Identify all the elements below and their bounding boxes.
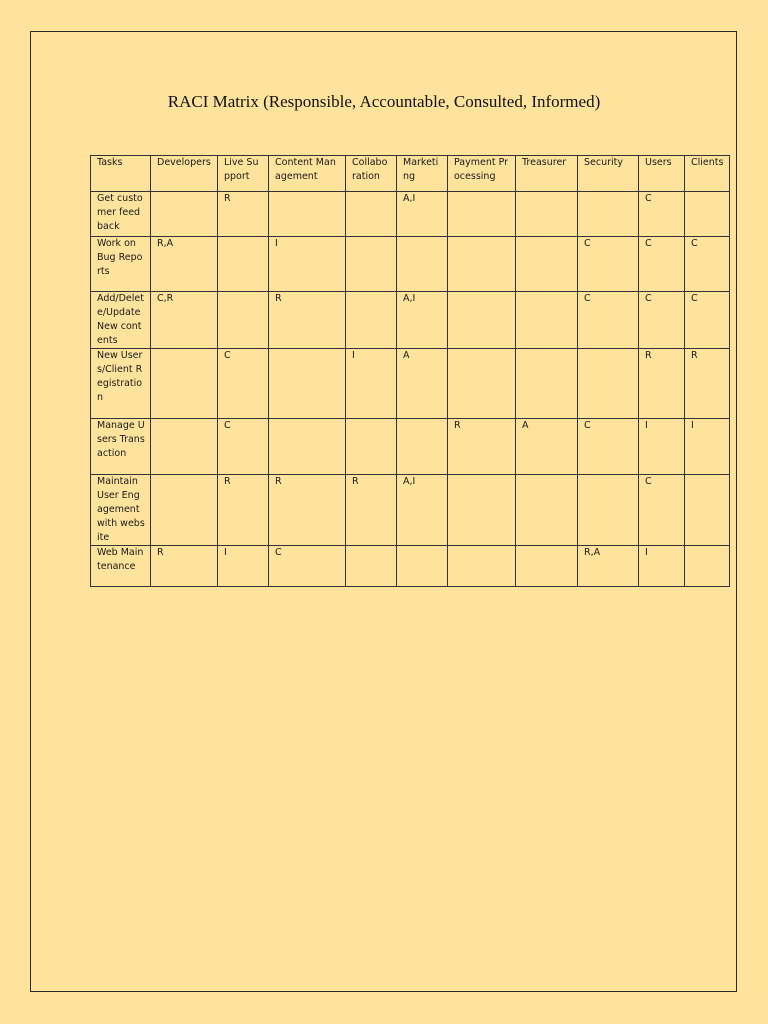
raci-cell: C [639,475,685,546]
raci-cell: C [578,419,639,475]
raci-cell: C [685,237,730,292]
raci-cell [685,475,730,546]
table-row [91,237,730,292]
raci-cell: I [639,419,685,475]
raci-cell [346,192,397,237]
raci-cell: C [218,349,269,419]
header-cell: Content Management [269,156,346,192]
raci-cell: A [516,419,578,475]
table-row [91,419,730,475]
table-row [91,546,730,587]
raci-cell [151,349,218,419]
task-cell: Maintain User Engagement with website [91,475,151,546]
raci-cell: I [639,546,685,587]
raci-cell: R [218,192,269,237]
raci-cell [151,475,218,546]
raci-cell: C,R [151,292,218,349]
raci-cell: R [218,475,269,546]
raci-cell [269,419,346,475]
raci-cell: R [639,349,685,419]
raci-cell [346,237,397,292]
raci-table [90,155,730,587]
raci-cell: R [346,475,397,546]
table-row [91,349,730,419]
raci-cell [578,475,639,546]
raci-cell: A [397,349,448,419]
raci-cell: I [218,546,269,587]
header-cell: Users [639,156,685,192]
raci-cell: C [685,292,730,349]
header-cell: Clients [685,156,730,192]
raci-cell [685,546,730,587]
raci-cell [346,292,397,349]
raci-cell: C [639,292,685,349]
raci-cell: I [269,237,346,292]
task-cell: Web Maintenance [91,546,151,587]
raci-cell: A,I [397,292,448,349]
table-row [91,292,730,349]
header-cell: Live Support [218,156,269,192]
header-cell: Marketi ng [397,156,448,192]
raci-cell [397,546,448,587]
task-cell: Work on Bug Reports [91,237,151,292]
raci-cell: R,A [578,546,639,587]
raci-cell [151,419,218,475]
raci-cell: A,I [397,192,448,237]
raci-cell [685,192,730,237]
raci-cell [397,419,448,475]
raci-cell [516,475,578,546]
raci-cell [448,349,516,419]
raci-cell [578,192,639,237]
table-row [91,192,730,237]
raci-cell [516,292,578,349]
raci-cell [448,475,516,546]
document-title: RACI Matrix (Responsible, Accountable, Consulted, Informed) [167,92,601,111]
raci-cell [578,349,639,419]
task-cell: Get customer feedback [91,192,151,237]
raci-cell: C [218,419,269,475]
raci-cell: C [578,292,639,349]
raci-cell: C [578,237,639,292]
header-cell: Tasks [91,156,151,192]
header-cell: Payment Processing [448,156,516,192]
raci-cell: A,I [397,475,448,546]
raci-cell [269,349,346,419]
raci-cell [516,349,578,419]
raci-cell [448,546,516,587]
raci-cell [151,192,218,237]
raci-cell [346,546,397,587]
table-row [91,475,730,546]
raci-cell [218,237,269,292]
raci-cell [346,419,397,475]
raci-cell: R [151,546,218,587]
raci-cell: R [448,419,516,475]
raci-cell: R [269,475,346,546]
task-cell: Add/Delete/Update New contents [91,292,151,349]
header-cell: Collabo ration [346,156,397,192]
raci-cell: C [639,237,685,292]
task-cell: New Users/Client Registration [91,349,151,419]
raci-cell: R,A [151,237,218,292]
raci-cell [448,237,516,292]
raci-cell: C [639,192,685,237]
raci-cell [397,237,448,292]
header-cell: Developers [151,156,218,192]
raci-cell [448,192,516,237]
raci-cell: I [346,349,397,419]
header-cell: Security [578,156,639,192]
raci-cell [516,192,578,237]
raci-cell [516,237,578,292]
raci-cell: R [685,349,730,419]
raci-cell [269,192,346,237]
raci-cell: R [269,292,346,349]
header-cell: Treasurer [516,156,578,192]
header-row [91,156,730,192]
raci-cell [218,292,269,349]
raci-cell [448,292,516,349]
task-cell: Manage Users Transaction [91,419,151,475]
raci-cell: C [269,546,346,587]
raci-cell: I [685,419,730,475]
raci-cell [516,546,578,587]
